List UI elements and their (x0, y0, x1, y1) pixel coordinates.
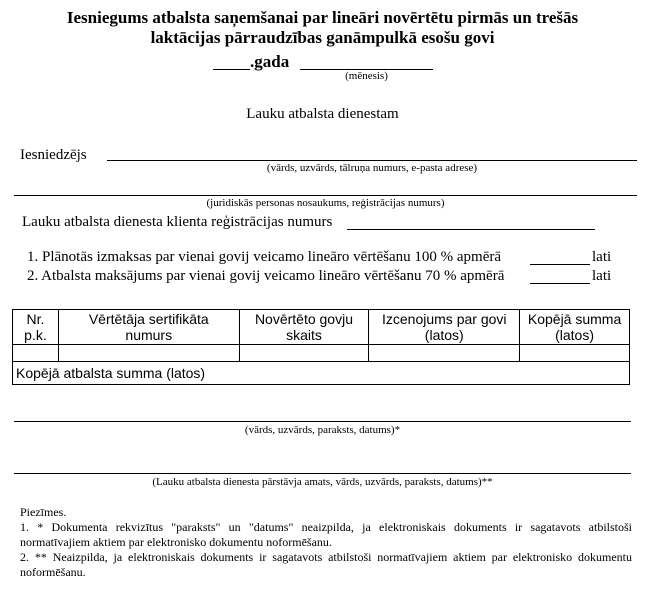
planned-costs-unit: lati (592, 249, 612, 265)
total-support-label: Kopējā atbalsta summa (latos) (13, 362, 630, 385)
col-header-total (520, 310, 630, 345)
col-header-certificate (58, 310, 239, 345)
col-header-certificate-line1: Vērtētāja sertifikāta (88, 311, 209, 327)
month-caption: (mēnesis) (345, 70, 388, 82)
client-reg-label: Lauku atbalsta dienesta klienta reģistrācijas numurs (22, 214, 333, 230)
col-header-no-line2: p.k. (24, 327, 47, 343)
cell-cow-count[interactable] (239, 345, 369, 362)
submitter-legal-field[interactable] (14, 195, 637, 196)
support-payment-label: 2. Atbalsta maksājums par vienai govij veicamo lineāro vērtēšanu 70 % apmērā (27, 268, 505, 284)
table-header-row (13, 310, 630, 345)
col-header-no (13, 310, 59, 345)
form-title-line-1: Iesniegums atbalsta saņemšanai par lineāri novērtētu pirmās un trešās (66, 8, 579, 27)
submitter-label: Iesniedzējs (20, 147, 87, 163)
official-signature-caption: (Lauku atbalsta dienesta pārstāvja amats, vārds, uzvārds, paraksts, datums)** (152, 476, 493, 488)
submitter-caption-2: (juridiskās personas nosaukums, reģistrācijas numurs) (206, 197, 445, 209)
official-signature-field[interactable] (14, 473, 631, 474)
year-suffix: .gada (250, 52, 290, 71)
table-row (13, 345, 630, 362)
support-table (12, 309, 630, 385)
col-header-certificate-line2: numurs (125, 327, 173, 343)
col-header-price-line2: (latos) (424, 327, 464, 343)
col-header-cow-count-line2: skaits (286, 327, 322, 343)
col-header-no-line1: Nr. (26, 311, 45, 327)
col-header-total-line1: Kopējā summa (527, 311, 622, 327)
cell-certificate[interactable] (58, 345, 239, 362)
note-1: 1. * Dokumenta rekvizītus "paraksts" un "datums" neaizpilda, ja elektroniskais dokuments ir sagatavots atbilstoši normatīvajiem aktiem par elektronisko dokumentu noformēšanu. (20, 520, 632, 549)
support-payment-field[interactable] (530, 283, 590, 284)
col-header-cow-count (239, 310, 369, 345)
signature-caption: (vārds, uzvārds, paraksts, datums)* (244, 424, 401, 436)
support-payment-unit: lati (592, 268, 612, 284)
col-header-total-line2: (latos) (555, 327, 595, 343)
col-header-price (369, 310, 520, 345)
planned-costs-label: 1. Plānotās izmaksas par vienai govij veicamo lineāro vērtēšanu 100 % apmērā (27, 249, 502, 265)
col-header-cow-count-line1: Novērtēto govju (254, 311, 353, 327)
year-field[interactable] (213, 69, 250, 70)
submitter-name-field[interactable] (107, 160, 637, 161)
signature-field[interactable] (14, 421, 631, 422)
notes-heading: Piezīmes. (20, 505, 67, 519)
table-total-row (13, 362, 630, 385)
cell-price[interactable] (369, 345, 520, 362)
recipient: Lauku atbalsta dienestam (246, 106, 399, 122)
submitter-caption-1: (vārds, uzvārds, tālruņa numurs, e-pasta adrese) (266, 162, 478, 174)
form-title-line-2: laktācijas pārraudzības ganāmpulkā esošu govi (150, 28, 495, 47)
client-reg-field[interactable] (347, 229, 595, 230)
planned-costs-field[interactable] (530, 264, 590, 265)
col-header-price-line1: Izcenojums par govi (382, 311, 507, 327)
cell-total[interactable] (520, 345, 630, 362)
note-2: 2. ** Neaizpilda, ja elektroniskais dokuments ir sagatavots atbilstoši normatīvajiem aktiem par elektronisko dokumentu noformēšanu. (20, 550, 632, 579)
cell-no[interactable] (13, 345, 59, 362)
